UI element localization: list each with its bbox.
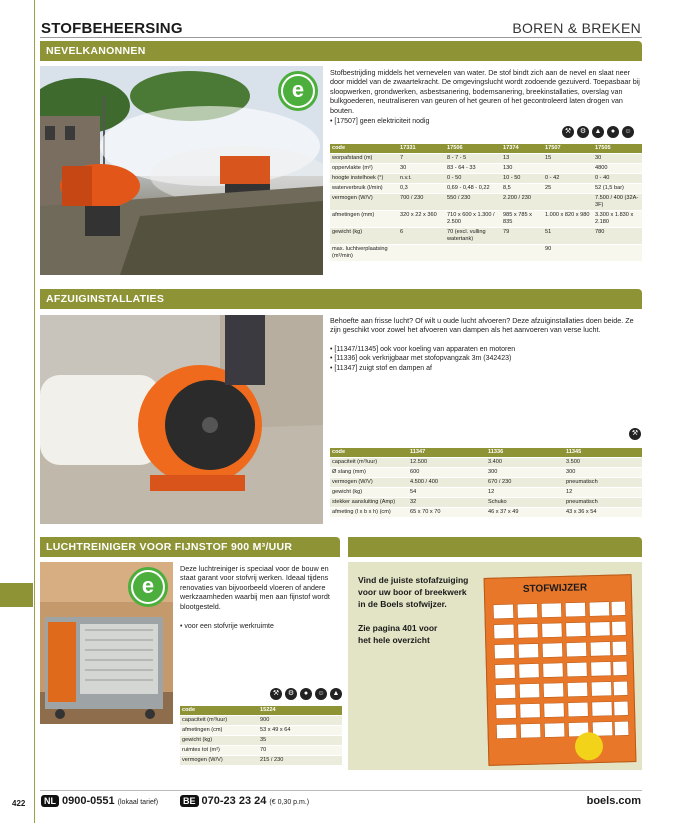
table-row-label: vermogen (W/V) [180,756,258,766]
table-row [330,194,642,211]
drill-icon: ⚙ [577,126,589,138]
lucht-bullet: • voor een stofvrije werkruimte [180,623,274,630]
table-row-label: stekker aansluiting (Amp) [330,498,408,508]
nevel-spec-table [330,144,642,261]
table-row-label: hoogte instelhoek (°) [330,174,398,184]
table-cell: 985 x 785 x 835 [501,211,543,228]
table-cell: 550 / 230 [445,194,501,211]
table-header-cell: code [330,144,398,154]
table-cell: 46 x 37 x 49 [486,508,564,518]
table-cell: 3.300 x 1.830 x 2.180 [593,211,642,228]
footer-divider [40,790,642,791]
table-row [330,211,642,228]
table-cell: 600 [408,468,486,478]
table-cell [501,245,543,262]
table-header-cell: code [180,706,258,716]
lucht-description: Deze luchtreiniger is speciaal voor de bouw en staat garant voor stofvrij werken. Ideaal tijdens renovaties van bijvoorbeeld vloeren of andere werkzaamheden waarbij men aan fijnstof wordt blootgesteld. [180,564,330,611]
promo-line: voor uw boor of breekwerk [358,587,467,597]
promo-line: Vind de juiste stofafzuiging [358,575,469,585]
hammer-icon: ⚒ [562,126,574,138]
table-cell: 710 x 600 x 1.300 / 2.500 [445,211,501,228]
table-cell: 12 [564,488,642,498]
table-row-label: vermogen (W/V) [330,478,408,488]
list-item: • [11347/11345] ook voor koeling van apparaten en motoren [330,346,516,353]
lucht-feature-icons [270,688,342,700]
table-row [180,726,342,736]
table-cell: 51 [543,228,593,245]
table-cell: pneumatisch [564,478,642,488]
lucht-bullet-text: voor een stofvrije werkruimte [184,623,274,630]
eco-badge-icon [128,567,168,607]
table-cell: 1.000 x 820 x 980 [543,211,593,228]
be-note: (€ 0,30 p.m.) [269,799,310,806]
table-cell: 0,69 - 0,48 - 0,22 [445,184,501,194]
table-row [330,184,642,194]
poster-title: STOFWIJZER [522,582,588,595]
table-row [180,716,342,726]
table-cell: 15 [543,154,593,164]
page-number: 422 [12,799,26,808]
nl-note: (lokaal tarief) [117,799,159,806]
table-cell: 780 [593,228,642,245]
table-cell: 53 x 49 x 64 [258,726,342,736]
table-cell: Schuko [486,498,564,508]
afzuig-spec-table [330,448,642,517]
afzuig-description: Behoefte aan frisse lucht? Of wilt u oude lucht afvoeren? Deze afzuiginstallaties doen beide. Ze zijn geschikt voor zowel het afvoeren van dampen als het aanvoeren van verse lucht. [330,316,634,335]
table-row-label: gewicht (kg) [330,488,408,498]
eco-badge-icon [278,71,318,111]
page-title: STOFBEHEERSING [41,20,183,37]
list-item: • [11347] zuigt stof en dampen af [330,364,432,372]
afzuig-photo [40,315,323,524]
left-margin-rule [34,0,35,823]
page-category: BOREN & BREKEN [512,20,641,36]
list-item: • [11336] ook verkrijgbaar met stofopvangzak 3m (342423) [330,355,512,363]
be-flag-label: BE [180,795,199,807]
section-header-nevelkanonnen: NEVELKANONNEN [40,41,642,61]
chapter-tab [0,583,33,607]
table-cell: 8,5 [501,184,543,194]
section-header-afzuiginstallaties: AFZUIGINSTALLATIES [40,289,642,309]
table-cell: 79 [501,228,543,245]
table-cell [543,194,593,211]
table-cell: 8 - 7 - 5 [445,154,501,164]
table-row-label: worpafstand (m) [330,154,398,164]
table-cell: 32 [408,498,486,508]
table-cell: 4.500 / 400 [408,478,486,488]
lucht-spec-table [180,706,342,765]
table-cell: 7.500 / 400 (32A-3F) [593,194,642,211]
table-header-cell: 15224 [258,706,342,716]
table-cell: 30 [398,164,445,174]
stofwijzer-poster [484,574,637,766]
nl-phone: 0900-0551 [62,795,115,807]
table-cell: 7 [398,154,445,164]
table-cell: 2.200 / 230 [501,194,543,211]
table-header-row [330,448,642,458]
be-phone: 070-23 23 24 [201,795,267,807]
nevel-feature-icons [562,126,634,138]
table-cell: 52 (1,5 bar) [593,184,642,194]
table-row [180,736,342,746]
list-item-text: [11336] ook verkrijgbaar met stofopvangzak 3m (342423) [334,355,512,363]
table-row-label: afmeting (l x b x h) (cm) [330,508,408,518]
nevel-bullet-text: [17507] geen elektriciteit nodig [334,118,430,125]
table-cell: 300 [486,468,564,478]
nl-flag-label: NL [41,795,59,807]
table-cell: 70 [258,746,342,756]
section-header-luchtreiniger: LUCHTREINIGER VOOR FIJNSTOF 900 M³/UUR [40,537,340,557]
table-row [330,478,642,488]
table-header-row [330,144,642,154]
table-cell: 65 x 70 x 70 [408,508,486,518]
table-cell: 43 x 36 x 54 [564,508,642,518]
dust-icon: ● [300,688,312,700]
table-cell: 6 [398,228,445,245]
table-row [180,746,342,756]
table-cell [445,245,501,262]
table-row-label: max. luchtverplaatsing (m³/min) [330,245,398,262]
table-row [330,154,642,164]
table-cell: 0 - 42 [543,174,593,184]
list-item-text: [11347] zuigt stof en dampen af [334,364,432,372]
table-cell: 300 [564,468,642,478]
table-cell: 13 [501,154,543,164]
table-header-cell: 11336 [486,448,564,458]
mask-icon: ☺ [315,688,327,700]
table-row [330,228,642,245]
promo-line: in de Boels stofwijzer. [358,599,447,609]
table-header-cell: code [330,448,408,458]
table-row-label: Ø slang (mm) [330,468,408,478]
table-header-cell: 17506 [445,144,501,154]
table-cell: 670 / 230 [486,478,564,488]
table-cell: 0 - 40 [593,174,642,184]
eco-badge-letter: e [283,76,313,106]
table-row [330,458,642,468]
helmet-icon: ▲ [592,126,604,138]
afzuig-feature-icons [629,428,641,440]
footer-be-contact [180,795,309,807]
table-row-label: gewicht (kg) [330,228,398,245]
table-cell: 83 - 64 - 33 [445,164,501,174]
poster-grid [485,575,638,767]
nevel-description: Stofbestrijding middels het vernevelen van water. De stof bindt zich aan de nevel en slaat neer door middel van de zwaartekracht. De omgevingslucht wordt zodoende gezuiverd. Toepasbaar bij sloopwerken, grondwerken, asbestsanering, bodemsanering, breekinstallaties, overslag van bulkgoederen, neutraliseren van geuren of het geuren of het gecontroleerd laten drogen van bouten. [330,68,640,115]
table-row [330,174,642,184]
table-row [330,164,642,174]
table-cell: 900 [258,716,342,726]
table-header-cell: 11347 [408,448,486,458]
table-row-label: waterverbruik (l/min) [330,184,398,194]
table-header-cell: 17331 [398,144,445,154]
hammer-icon: ⚒ [270,688,282,700]
table-row [330,498,642,508]
table-cell: 0,3 [398,184,445,194]
table-row-label: vermogen (W/V) [330,194,398,211]
table-cell [398,245,445,262]
table-cell: pneumatisch [564,498,642,508]
table-cell: 700 / 230 [398,194,445,211]
table-header-cell: 17374 [501,144,543,154]
table-cell: 130 [501,164,543,174]
list-item-text: [11347/11345] ook voor koeling van apparaten en motoren [334,346,516,353]
table-cell: 3.500 [564,458,642,468]
table-cell [593,245,642,262]
header-divider [40,37,642,38]
table-cell: 320 x 22 x 360 [398,211,445,228]
promo-line: het hele overzicht [358,635,430,645]
table-row-label: ruimtes tot (m²) [180,746,258,756]
website-link[interactable]: boels.com [586,795,641,807]
table-row-label: gewicht (kg) [180,736,258,746]
table-cell: 35 [258,736,342,746]
table-row-label: oppervlakte (m²) [330,164,398,174]
table-cell: 54 [408,488,486,498]
table-header-row [180,706,342,716]
table-cell: 4800 [593,164,642,174]
dust-icon: ● [607,126,619,138]
afzuig-illustration [40,315,323,524]
table-cell: 90 [543,245,593,262]
table-row [180,756,342,766]
table-cell: 10 - 50 [501,174,543,184]
table-cell: 25 [543,184,593,194]
table-cell: 215 / 230 [258,756,342,766]
mask-icon: ☺ [622,126,634,138]
footer-nl-contact [41,795,158,807]
table-cell: 0 - 50 [445,174,501,184]
table-row-label: afmetingen (mm) [330,211,398,228]
drill-icon: ⚙ [285,688,297,700]
table-cell: 70 (excl. vulling watertank) [445,228,501,245]
table-row-label: afmetingen (cm) [180,726,258,736]
table-row [330,488,642,498]
table-cell [543,164,593,174]
nevel-bullet: • [17507] geen elektriciteit nodig [330,118,430,125]
table-header-cell: 17507 [543,144,593,154]
table-cell: 3.400 [486,458,564,468]
eco-badge-letter: e [133,572,163,602]
helmet-icon: ▲ [330,688,342,700]
table-row-label: capaciteit (m³/uur) [330,458,408,468]
table-cell: 30 [593,154,642,164]
table-row [330,245,642,262]
section-header-stofwijzer [348,537,642,557]
afzuig-bullets [330,345,640,373]
table-cell: 12.500 [408,458,486,468]
table-row [330,508,642,518]
promo-line: Zie pagina 401 voor [358,623,438,633]
table-header-cell: 11345 [564,448,642,458]
hammer-icon: ⚒ [629,428,641,440]
table-row [330,468,642,478]
table-row-label: capaciteit (m³/uur) [180,716,258,726]
table-cell: 12 [486,488,564,498]
table-cell: n.v.t. [398,174,445,184]
table-header-cell: 17505 [593,144,642,154]
